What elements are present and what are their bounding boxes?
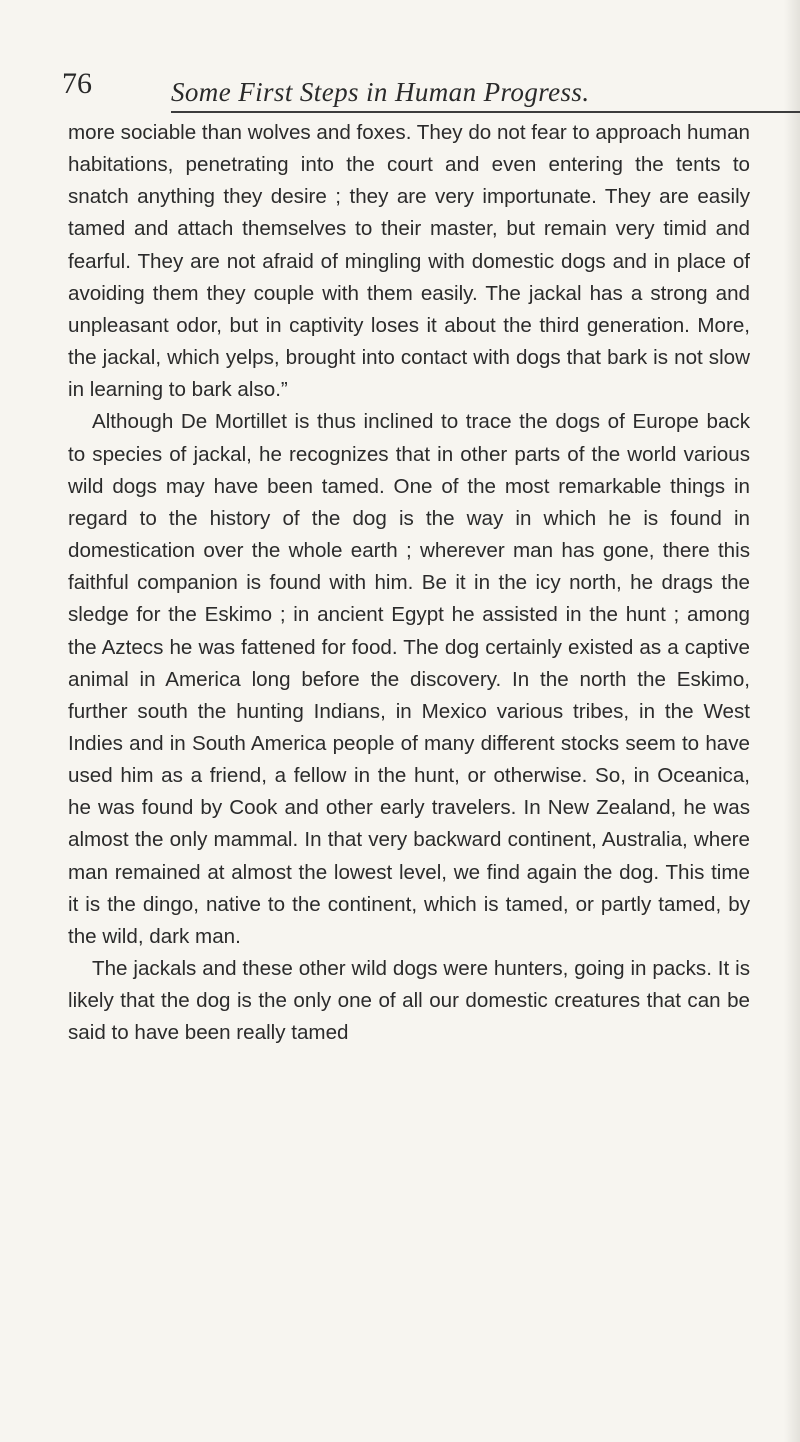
paragraph-jackals: The jackals and these other wild dogs were hunters, going in packs. It is likely that the dog is the only one of all our domestic creatures that can be said to have been really tamed [68, 957, 750, 1045]
running-title: Some First Steps in Human Progress. [171, 77, 590, 107]
page-edge-shadow [784, 0, 800, 1442]
body-text [68, 117, 750, 1050]
page-number: 76 [62, 67, 92, 100]
paragraph-continued: more sociable than wolves and foxes. They do not fear to approach human habitations, penetrating into the court and even entering the tents to snatch anything they desire ; they are very importunate. They are easily tamed and attach themselves to their master, but remain very timid and fearful. They are not afraid of mingling with domestic dogs and in place of avoiding them they couple with them easily. The jackal has a strong and unpleasant odor, but in captivity loses it about the third generation. More, the jackal, which yelps, brought into contact with dogs that bark is not slow in learning to bark also.” [68, 121, 750, 402]
header-rule [171, 111, 800, 113]
paragraph-de-mortillet: Although De Mortillet is thus inclined to trace the dogs of Europe back to species of jackal, he recognizes that in other parts of the world various wild dogs may have been tamed. One of the most remarkable things in regard to the history of the dog is the way in which he is found in domestication over the whole earth ; wherever man has gone, there this faithful companion is found with him. Be it in the icy north, he drags the sledge for the Eskimo ; in ancient Egypt he assisted in the hunt ; among the Aztecs he was fattened for food. The dog certainly existed as a captive animal in America long before the discovery. In the north the Eskimo, further south the hunting Indians, in Mexico various tribes, in the West Indies and in South America people of many different stocks seem to have used him as a friend, a fellow in the hunt, or otherwise. So, in Oceanica, he was found by Cook and other early travelers. In New Zealand, he was almost the only mammal. In that very backward continent, Australia, where man remained at almost the lowest level, we find again the dog. This time it is the dingo, native to the continent, which is tamed, or partly tamed, by the wild, dark man. [68, 410, 750, 948]
page-header [60, 66, 752, 106]
